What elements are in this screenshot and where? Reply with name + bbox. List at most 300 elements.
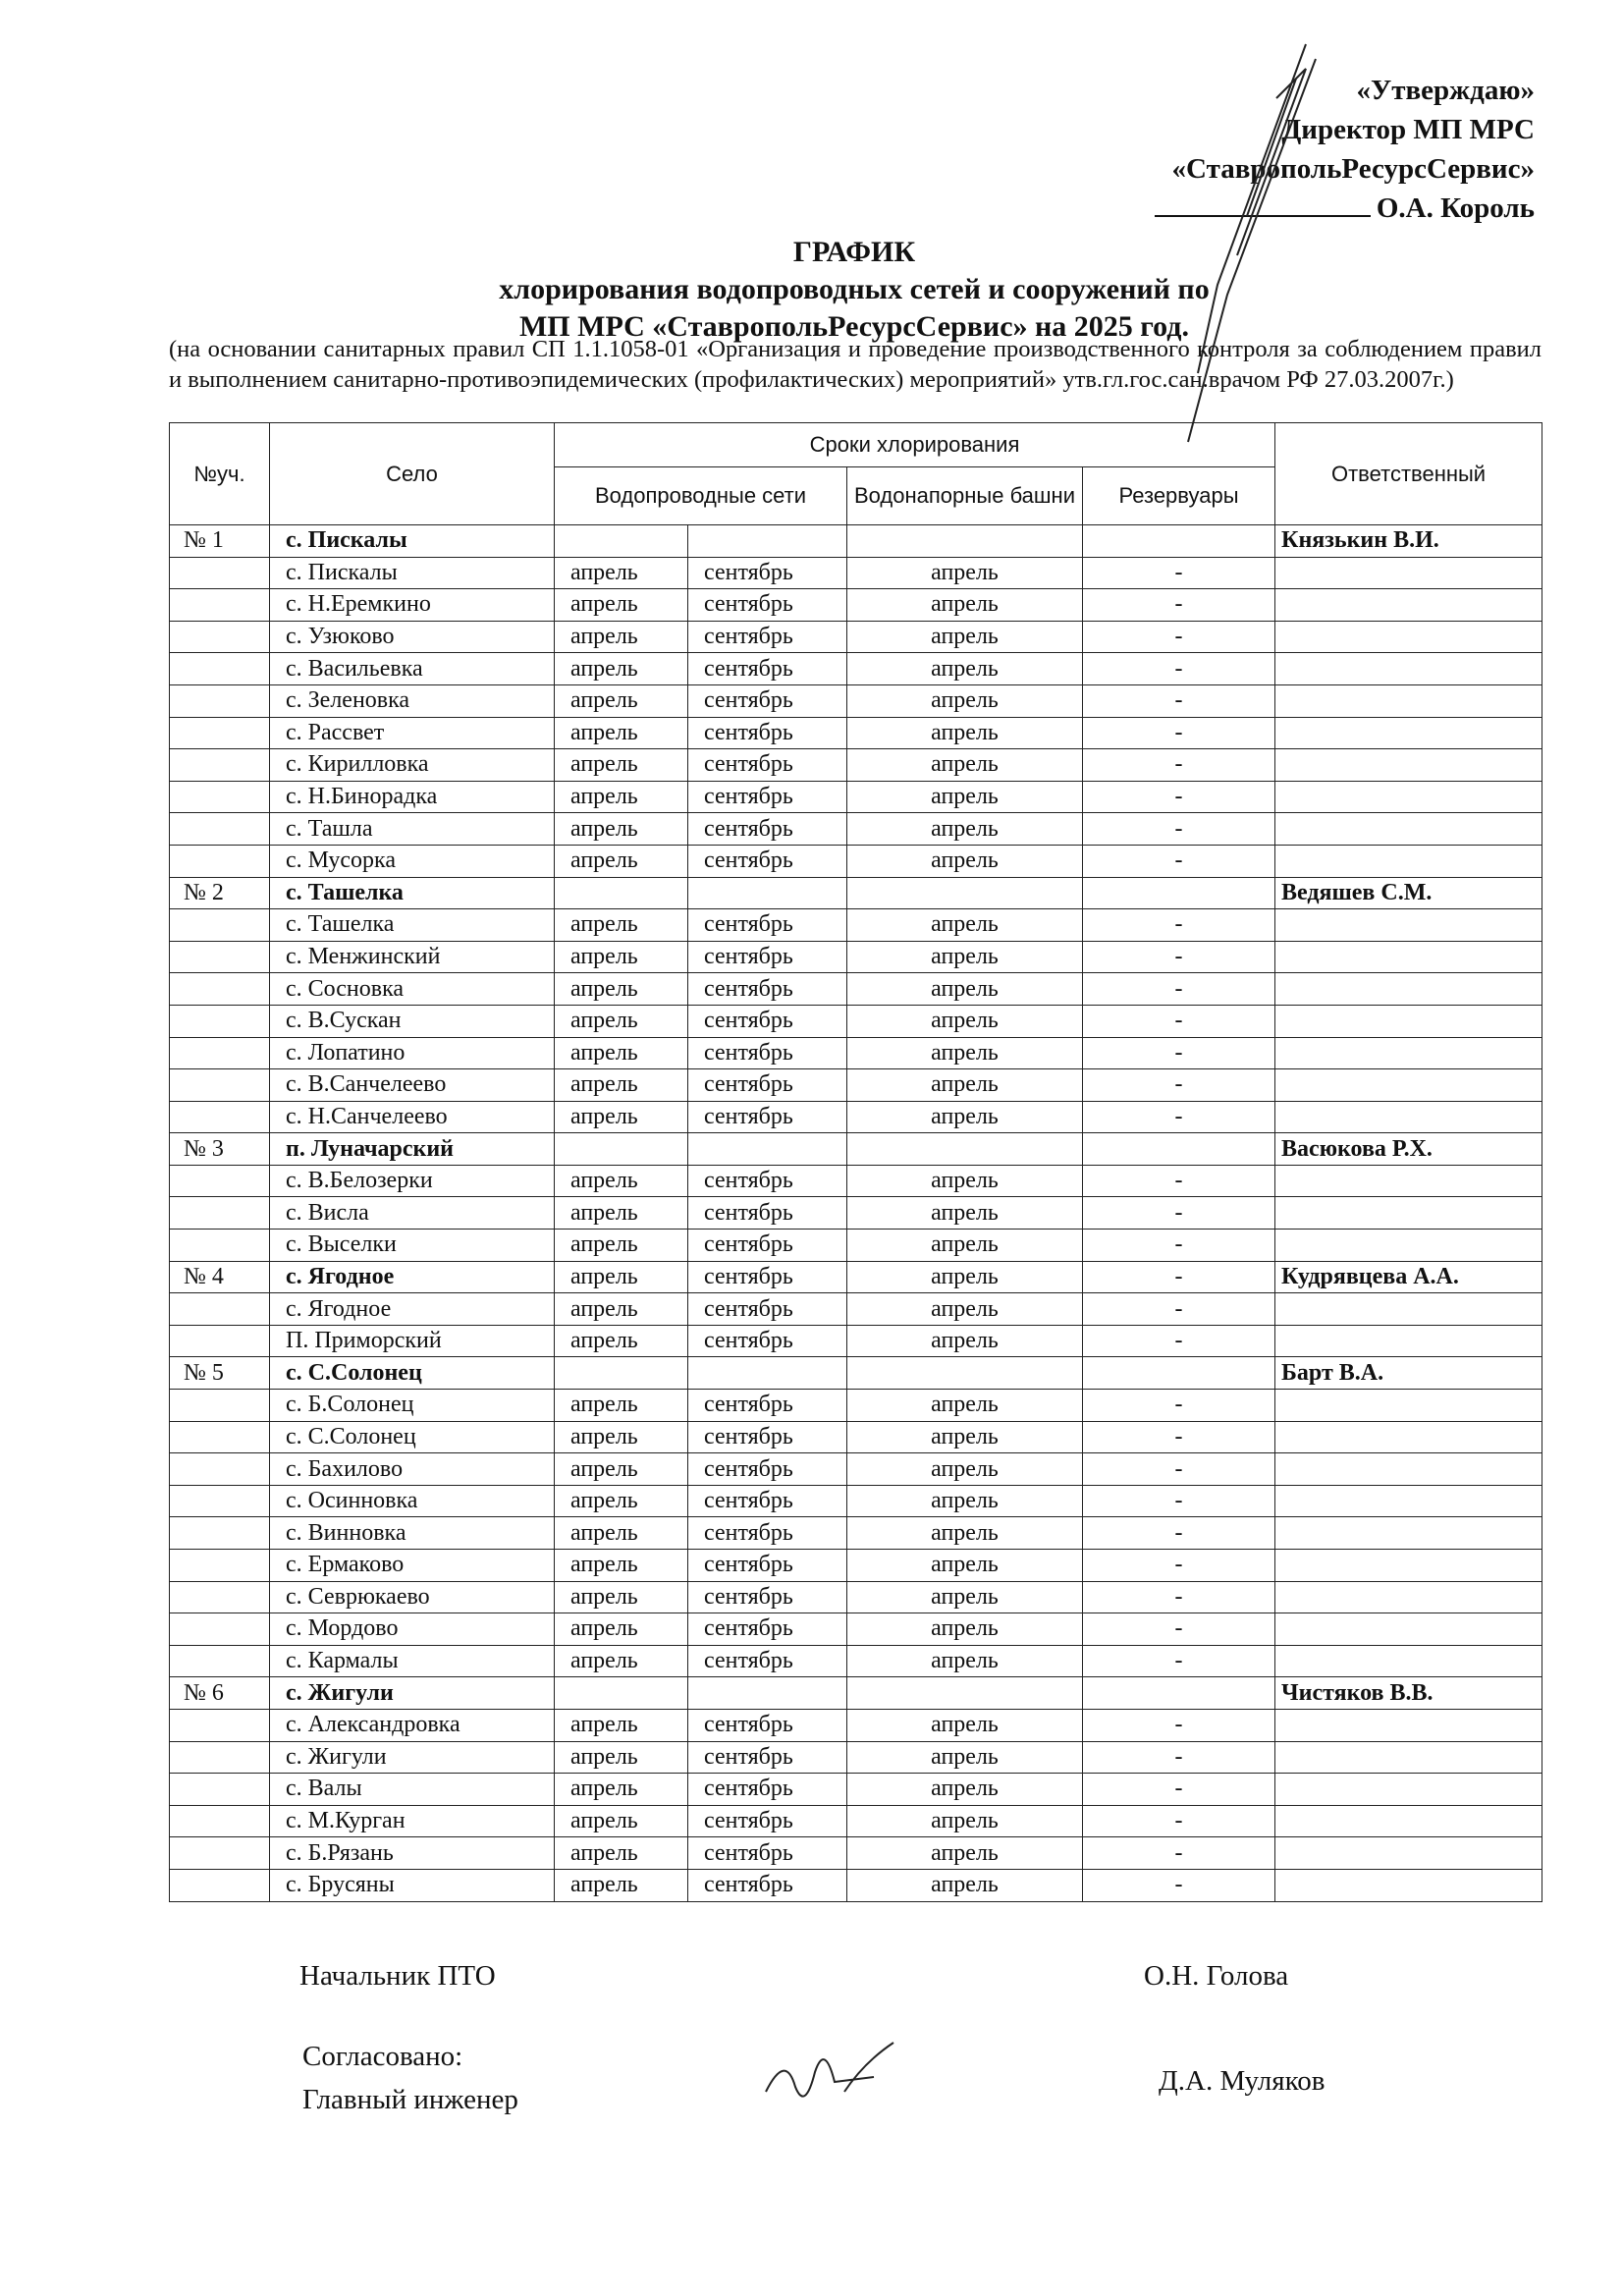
title-line-2: хлорирования водопроводных сетей и сооружений по [499, 273, 1210, 305]
row-number [170, 781, 270, 813]
table-row [170, 1390, 1542, 1422]
networks-month-1: апрель [555, 1805, 688, 1837]
responsible-person: Князькин В.И. [1275, 525, 1542, 558]
towers-month: апрель [847, 1645, 1083, 1677]
towers-month: апрель [847, 1261, 1083, 1293]
reservoirs-value: - [1083, 1230, 1275, 1262]
networks-month-2: сентябрь [688, 1869, 847, 1901]
reservoirs-value: - [1083, 1165, 1275, 1197]
table-row [170, 1421, 1542, 1453]
table-row [170, 845, 1542, 877]
row-number: № 5 [170, 1357, 270, 1390]
village-name: с. В.Белозерки [270, 1165, 555, 1197]
networks-month-2: сентябрь [688, 1645, 847, 1677]
towers-month [847, 1133, 1083, 1166]
responsible-person [1275, 621, 1542, 653]
towers-month: апрель [847, 1709, 1083, 1741]
networks-month-2: сентябрь [688, 1165, 847, 1197]
responsible-person [1275, 1709, 1542, 1741]
responsible-person [1275, 1485, 1542, 1517]
responsible-person [1275, 909, 1542, 942]
networks-month-2: сентябрь [688, 749, 847, 782]
networks-month-2: сентябрь [688, 1453, 847, 1486]
responsible-person [1275, 1197, 1542, 1230]
networks-month-1: апрель [555, 1101, 688, 1133]
village-name: с. Сосновка [270, 973, 555, 1006]
networks-month-2: сентябрь [688, 1261, 847, 1293]
approval-line-3: «СтавропольРесурсСервис» [1171, 153, 1535, 185]
responsible-person [1275, 1069, 1542, 1102]
row-number [170, 1550, 270, 1582]
towers-month [847, 525, 1083, 558]
table-row [170, 1550, 1542, 1582]
village-name: с. Жигули [270, 1677, 555, 1710]
table-row [170, 1325, 1542, 1357]
networks-month-2 [688, 1677, 847, 1710]
chief-engineer-title: Главный инженер [302, 2084, 518, 2115]
title-main: ГРАФИК [792, 236, 916, 268]
row-number [170, 653, 270, 685]
networks-month-1: апрель [555, 684, 688, 717]
networks-month-2: сентябрь [688, 1550, 847, 1582]
row-number [170, 1774, 270, 1806]
row-number [170, 1837, 270, 1870]
row-number [170, 1645, 270, 1677]
table-row [170, 973, 1542, 1006]
village-name: с. Пискалы [270, 557, 555, 589]
section-row [170, 877, 1542, 909]
towers-month: апрель [847, 1230, 1083, 1262]
reservoirs-value: - [1083, 1774, 1275, 1806]
reservoirs-value: - [1083, 1805, 1275, 1837]
village-name: с. Пискалы [270, 525, 555, 558]
networks-month-2: сентябрь [688, 781, 847, 813]
section-row [170, 1677, 1542, 1710]
responsible-person [1275, 717, 1542, 749]
networks-month-2: сентябрь [688, 1774, 847, 1806]
village-name: с. Александровка [270, 1709, 555, 1741]
networks-month-2 [688, 525, 847, 558]
village-name: с. Осинновка [270, 1485, 555, 1517]
reservoirs-value: - [1083, 1837, 1275, 1870]
reservoirs-value [1083, 1357, 1275, 1390]
row-number [170, 557, 270, 589]
networks-month-2: сентябрь [688, 1709, 847, 1741]
village-name: с. Кирилловка [270, 749, 555, 782]
responsible-person [1275, 557, 1542, 589]
basis-text: (на основании санитарных правил СП 1.1.1058-01 «Организация и проведение производственного контроля за соблюдением правил и выполнением санитарно-противоэпидемических (профилактических) мероприятий» утв.гл.гос.сан.врачом РФ 27.03.2007г.) [169, 336, 1542, 393]
responsible-person [1275, 1037, 1542, 1069]
responsible-person [1275, 1165, 1542, 1197]
towers-month: апрель [847, 781, 1083, 813]
row-number [170, 1325, 270, 1357]
row-number [170, 1390, 270, 1422]
row-number [170, 1709, 270, 1741]
towers-month: апрель [847, 1837, 1083, 1870]
networks-month-2: сентябрь [688, 684, 847, 717]
chlorination-schedule-table [169, 422, 1542, 1902]
reservoirs-value: - [1083, 1869, 1275, 1901]
chief-engineer-name: Д.А. Муляков [1159, 2065, 1325, 2097]
village-name: с. Васильевка [270, 653, 555, 685]
header-networks: Водопроводные сети [555, 467, 847, 525]
responsible-person [1275, 589, 1542, 622]
networks-month-1: апрель [555, 1005, 688, 1037]
networks-month-2: сентябрь [688, 909, 847, 942]
networks-month-2: сентябрь [688, 1421, 847, 1453]
reservoirs-value: - [1083, 1005, 1275, 1037]
responsible-person [1275, 1453, 1542, 1486]
reservoirs-value: - [1083, 1390, 1275, 1422]
networks-month-1: апрель [555, 781, 688, 813]
towers-month: апрель [847, 749, 1083, 782]
networks-month-1: апрель [555, 1869, 688, 1901]
village-name: с. Валы [270, 1774, 555, 1806]
responsible-person [1275, 781, 1542, 813]
table-row [170, 1837, 1542, 1870]
row-number [170, 1613, 270, 1646]
reservoirs-value: - [1083, 813, 1275, 846]
row-number [170, 1037, 270, 1069]
table-row [170, 909, 1542, 942]
row-number [170, 941, 270, 973]
networks-month-1: апрель [555, 1293, 688, 1326]
village-name: с. Лопатино [270, 1037, 555, 1069]
header-terms: Сроки хлорирования [555, 423, 1275, 467]
section-row [170, 1133, 1542, 1166]
reservoirs-value: - [1083, 1645, 1275, 1677]
reservoirs-value: - [1083, 1293, 1275, 1326]
reservoirs-value [1083, 1677, 1275, 1710]
village-name: с. Ташла [270, 813, 555, 846]
towers-month: апрель [847, 1293, 1083, 1326]
networks-month-2: сентябрь [688, 813, 847, 846]
networks-month-2: сентябрь [688, 621, 847, 653]
village-name: с. Б.Рязань [270, 1837, 555, 1870]
reservoirs-value: - [1083, 749, 1275, 782]
towers-month: апрель [847, 813, 1083, 846]
networks-month-1: апрель [555, 909, 688, 942]
agreed-label: Согласовано: [302, 2041, 463, 2072]
row-number [170, 1485, 270, 1517]
networks-month-1: апрель [555, 941, 688, 973]
reservoirs-value: - [1083, 1197, 1275, 1230]
networks-month-2: сентябрь [688, 1197, 847, 1230]
reservoirs-value: - [1083, 781, 1275, 813]
village-name: п. Луначарский [270, 1133, 555, 1166]
row-number [170, 1805, 270, 1837]
networks-month-1: апрель [555, 1037, 688, 1069]
village-name: с. В.Сускан [270, 1005, 555, 1037]
networks-month-1: апрель [555, 1165, 688, 1197]
table-row [170, 557, 1542, 589]
networks-month-2: сентябрь [688, 973, 847, 1006]
networks-month-2: сентябрь [688, 1837, 847, 1870]
table-row [170, 1453, 1542, 1486]
responsible-person [1275, 1869, 1542, 1901]
row-number [170, 813, 270, 846]
networks-month-2: сентябрь [688, 1517, 847, 1550]
towers-month: апрель [847, 1101, 1083, 1133]
networks-month-1: апрель [555, 1485, 688, 1517]
reservoirs-value: - [1083, 845, 1275, 877]
village-name: с. Н.Еремкино [270, 589, 555, 622]
approval-line-1: «Утверждаю» [1356, 75, 1535, 106]
header-responsible: Ответственный [1275, 423, 1542, 525]
chief-engineer-signature [756, 2033, 913, 2121]
responsible-person [1275, 1805, 1542, 1837]
responsible-person: Чистяков В.В. [1275, 1677, 1542, 1710]
reservoirs-value [1083, 525, 1275, 558]
networks-month-2 [688, 1357, 847, 1390]
reservoirs-value: - [1083, 1453, 1275, 1486]
networks-month-2: сентябрь [688, 1037, 847, 1069]
village-name: с. Висла [270, 1197, 555, 1230]
village-name: с. Севрюкаево [270, 1581, 555, 1613]
table-row [170, 684, 1542, 717]
networks-month-2: сентябрь [688, 557, 847, 589]
networks-month-1: апрель [555, 1709, 688, 1741]
village-name: с. Мусорка [270, 845, 555, 877]
row-number [170, 973, 270, 1006]
networks-month-1 [555, 877, 688, 909]
networks-month-2: сентябрь [688, 1005, 847, 1037]
row-number [170, 1453, 270, 1486]
village-name: с. Менжинский [270, 941, 555, 973]
village-name: с. С.Солонец [270, 1421, 555, 1453]
responsible-person [1275, 1837, 1542, 1870]
networks-month-2: сентябрь [688, 1069, 847, 1102]
table-row [170, 1005, 1542, 1037]
towers-month: апрель [847, 717, 1083, 749]
networks-month-2 [688, 877, 847, 909]
reservoirs-value: - [1083, 1485, 1275, 1517]
responsible-person [1275, 1101, 1542, 1133]
networks-month-1: апрель [555, 1453, 688, 1486]
towers-month: апрель [847, 684, 1083, 717]
networks-month-1 [555, 1133, 688, 1166]
towers-month [847, 877, 1083, 909]
networks-month-2: сентябрь [688, 589, 847, 622]
responsible-person [1275, 684, 1542, 717]
towers-month: апрель [847, 941, 1083, 973]
reservoirs-value: - [1083, 684, 1275, 717]
responsible-person [1275, 1550, 1542, 1582]
village-name: с. Винновка [270, 1517, 555, 1550]
responsible-person: Ведяшев С.М. [1275, 877, 1542, 909]
table-row [170, 1165, 1542, 1197]
table-row [170, 621, 1542, 653]
networks-month-1: апрель [555, 1325, 688, 1357]
agreed-block [302, 2035, 518, 2121]
village-name: с. Выселки [270, 1230, 555, 1262]
networks-month-2: сентябрь [688, 941, 847, 973]
table-row [170, 781, 1542, 813]
table-row [170, 1741, 1542, 1774]
village-name: с. Бахилово [270, 1453, 555, 1486]
section-row [170, 1357, 1542, 1390]
towers-month: апрель [847, 1069, 1083, 1102]
towers-month: апрель [847, 1005, 1083, 1037]
reservoirs-value: - [1083, 1037, 1275, 1069]
networks-month-1: апрель [555, 557, 688, 589]
networks-month-1: апрель [555, 749, 688, 782]
networks-month-1: апрель [555, 1550, 688, 1582]
networks-month-2: сентябрь [688, 1613, 847, 1646]
responsible-person [1275, 1613, 1542, 1646]
responsible-person [1275, 845, 1542, 877]
networks-month-1 [555, 525, 688, 558]
row-number [170, 1005, 270, 1037]
responsible-person [1275, 1230, 1542, 1262]
row-number [170, 1230, 270, 1262]
row-number [170, 1421, 270, 1453]
table-row [170, 1517, 1542, 1550]
village-name: с. Рассвет [270, 717, 555, 749]
reservoirs-value: - [1083, 1101, 1275, 1133]
networks-month-1: апрель [555, 1645, 688, 1677]
village-name: с. Зеленовка [270, 684, 555, 717]
responsible-person [1275, 1517, 1542, 1550]
towers-month: апрель [847, 653, 1083, 685]
table-row [170, 1869, 1542, 1901]
responsible-person [1275, 973, 1542, 1006]
networks-month-2: сентябрь [688, 1101, 847, 1133]
village-name: с. Кармалы [270, 1645, 555, 1677]
networks-month-1: апрель [555, 589, 688, 622]
networks-month-2: сентябрь [688, 1325, 847, 1357]
towers-month: апрель [847, 1581, 1083, 1613]
responsible-person: Барт В.А. [1275, 1357, 1542, 1390]
towers-month: апрель [847, 1613, 1083, 1646]
networks-month-1: апрель [555, 1741, 688, 1774]
responsible-person [1275, 941, 1542, 973]
village-name: с. Жигули [270, 1741, 555, 1774]
responsible-person [1275, 1774, 1542, 1806]
row-number: № 6 [170, 1677, 270, 1710]
village-name: с. Узюково [270, 621, 555, 653]
section-row [170, 525, 1542, 558]
towers-month: апрель [847, 1869, 1083, 1901]
village-name: с. С.Солонец [270, 1357, 555, 1390]
village-name: с. Ягодное [270, 1261, 555, 1293]
reservoirs-value: - [1083, 909, 1275, 942]
towers-month: апрель [847, 1550, 1083, 1582]
row-number [170, 589, 270, 622]
table-row [170, 1230, 1542, 1262]
row-number: № 2 [170, 877, 270, 909]
row-number: № 4 [170, 1261, 270, 1293]
row-number [170, 621, 270, 653]
networks-month-1: апрель [555, 813, 688, 846]
towers-month: апрель [847, 1390, 1083, 1422]
networks-month-1 [555, 1357, 688, 1390]
responsible-person [1275, 653, 1542, 685]
table-row [170, 1485, 1542, 1517]
networks-month-2: сентябрь [688, 653, 847, 685]
section-row [170, 1261, 1542, 1293]
row-number [170, 1517, 270, 1550]
table-row [170, 1037, 1542, 1069]
village-name: с. Ермаково [270, 1550, 555, 1582]
table-row [170, 941, 1542, 973]
networks-month-2: сентябрь [688, 1230, 847, 1262]
networks-month-1: апрель [555, 1069, 688, 1102]
approval-line-2: Директор МП МРС [1281, 114, 1535, 145]
document-title [172, 234, 1537, 346]
towers-month: апрель [847, 621, 1083, 653]
networks-month-2: сентябрь [688, 717, 847, 749]
village-name: с. Н.Бинорадка [270, 781, 555, 813]
responsible-person [1275, 749, 1542, 782]
towers-month: апрель [847, 1453, 1083, 1486]
networks-month-2: сентябрь [688, 1581, 847, 1613]
towers-month: апрель [847, 973, 1083, 1006]
reservoirs-value: - [1083, 1261, 1275, 1293]
table-row [170, 1069, 1542, 1102]
networks-month-2: сентябрь [688, 1741, 847, 1774]
row-number [170, 717, 270, 749]
schedule-body [170, 525, 1542, 1902]
towers-month: апрель [847, 1165, 1083, 1197]
pto-name: О.Н. Голова [1144, 1960, 1289, 1992]
networks-month-1: апрель [555, 1837, 688, 1870]
table-row [170, 1581, 1542, 1613]
row-number [170, 1293, 270, 1326]
networks-month-1: апрель [555, 1581, 688, 1613]
reservoirs-value: - [1083, 1581, 1275, 1613]
reservoirs-value [1083, 877, 1275, 909]
village-name: с. Ташелка [270, 909, 555, 942]
table-row [170, 813, 1542, 846]
towers-month: апрель [847, 1774, 1083, 1806]
header-reservoirs: Резервуары [1083, 467, 1275, 525]
networks-month-1: апрель [555, 621, 688, 653]
towers-month: апрель [847, 1037, 1083, 1069]
row-number [170, 1165, 270, 1197]
reservoirs-value: - [1083, 621, 1275, 653]
responsible-person [1275, 1741, 1542, 1774]
networks-month-1: апрель [555, 1390, 688, 1422]
responsible-person [1275, 813, 1542, 846]
village-name: с. Б.Солонец [270, 1390, 555, 1422]
towers-month: апрель [847, 1325, 1083, 1357]
towers-month: апрель [847, 1485, 1083, 1517]
reservoirs-value: - [1083, 1550, 1275, 1582]
table-row [170, 1774, 1542, 1806]
row-number [170, 1869, 270, 1901]
reservoirs-value: - [1083, 1613, 1275, 1646]
reservoirs-value: - [1083, 1709, 1275, 1741]
networks-month-1: апрель [555, 1613, 688, 1646]
towers-month [847, 1677, 1083, 1710]
networks-month-2: сентябрь [688, 1293, 847, 1326]
table-row [170, 717, 1542, 749]
responsible-person: Кудрявцева А.А. [1275, 1261, 1542, 1293]
networks-month-1: апрель [555, 1517, 688, 1550]
table-row [170, 1645, 1542, 1677]
towers-month: апрель [847, 589, 1083, 622]
village-name: с. В.Санчелеево [270, 1069, 555, 1102]
reservoirs-value: - [1083, 557, 1275, 589]
networks-month-2: сентябрь [688, 1485, 847, 1517]
table-row [170, 653, 1542, 685]
towers-month [847, 1357, 1083, 1390]
village-name: с. Ягодное [270, 1293, 555, 1326]
village-name: с. Брусяны [270, 1869, 555, 1901]
networks-month-1: апрель [555, 1261, 688, 1293]
table-row [170, 1805, 1542, 1837]
